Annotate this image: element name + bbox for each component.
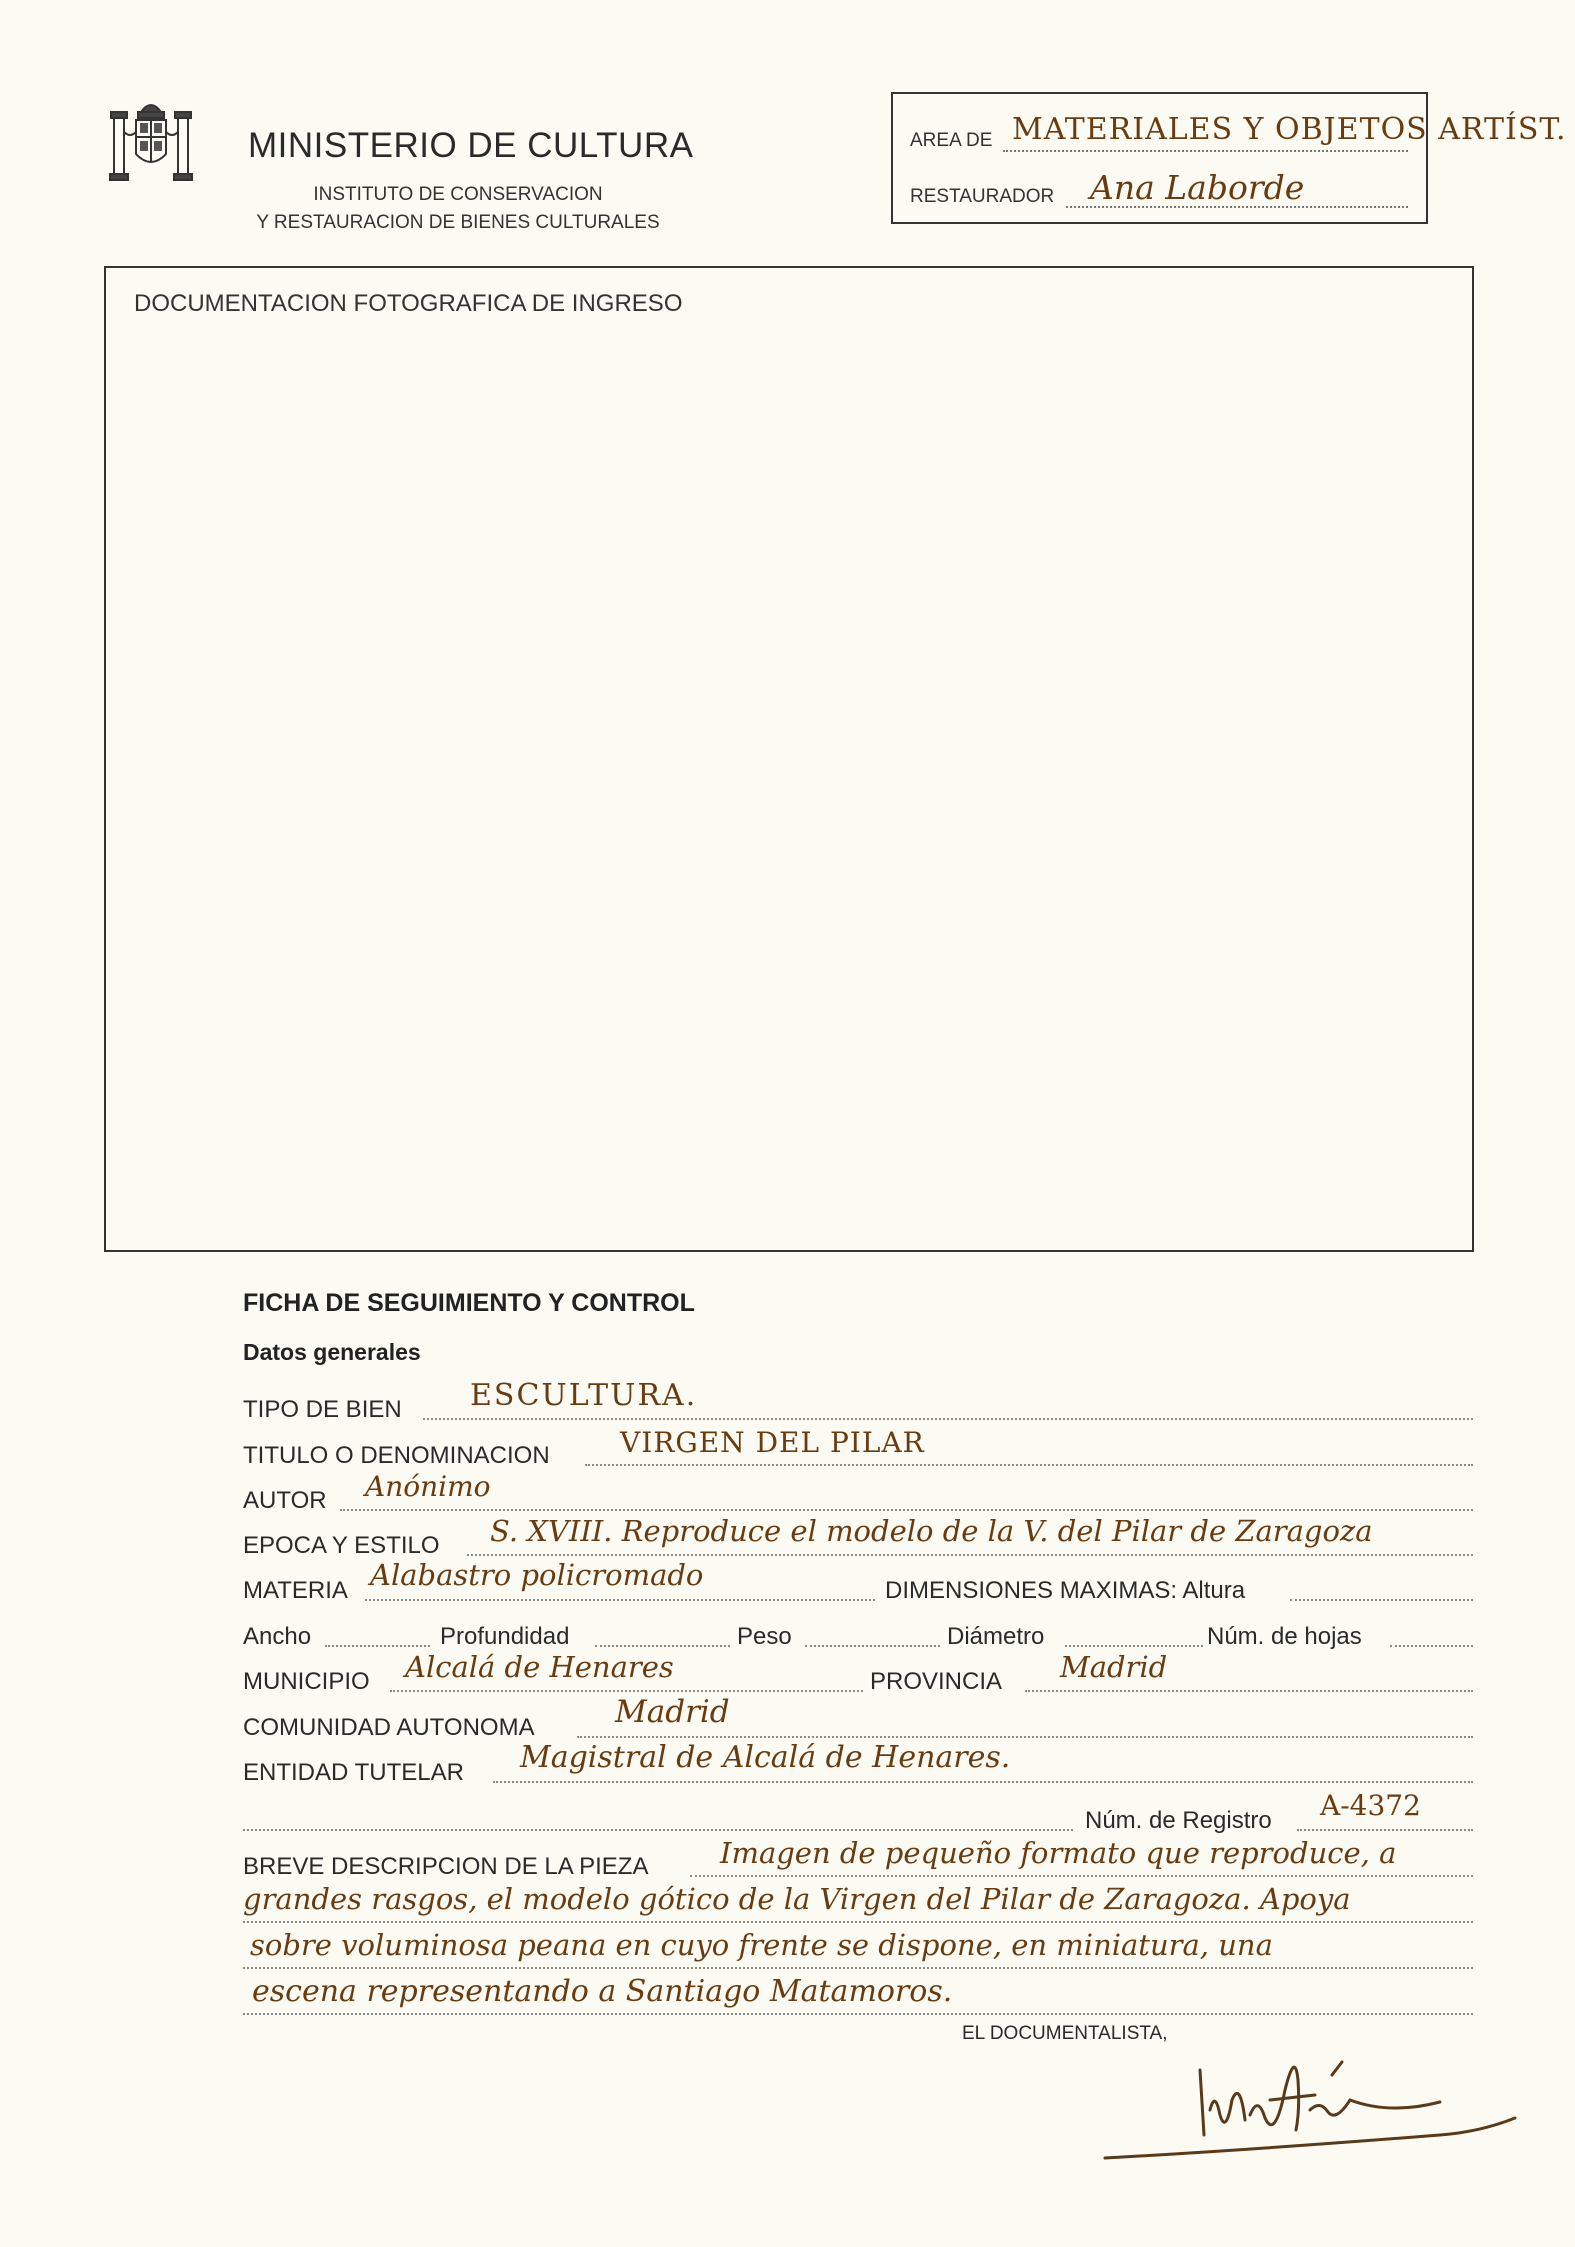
ancho-line bbox=[325, 1645, 430, 1647]
municipio-line bbox=[390, 1690, 863, 1692]
restaurador-label: RESTAURADOR bbox=[910, 186, 1055, 207]
provincia-label: PROVINCIA bbox=[870, 1668, 1003, 1695]
autor-value: Anónimo bbox=[365, 1470, 491, 1503]
autor-label: AUTOR bbox=[243, 1487, 327, 1514]
entidad-label: ENTIDAD TUTELAR bbox=[243, 1759, 464, 1786]
descripcion-line-1 bbox=[690, 1875, 1473, 1877]
hojas-line bbox=[1390, 1645, 1473, 1647]
epoca-label: EPOCA Y ESTILO bbox=[243, 1532, 440, 1559]
registro-line bbox=[1297, 1829, 1473, 1831]
comunidad-line bbox=[577, 1736, 1473, 1738]
materia-label: MATERIA bbox=[243, 1577, 348, 1604]
registro-label: Núm. de Registro bbox=[1085, 1807, 1272, 1834]
tipo-value: ESCULTURA. bbox=[470, 1378, 698, 1413]
profundidad-label: Profundidad bbox=[440, 1623, 570, 1650]
comunidad-value: Madrid bbox=[615, 1694, 730, 1730]
area-field-line bbox=[1003, 150, 1408, 152]
institute-line-1: INSTITUTO DE CONSERVACION bbox=[313, 184, 603, 205]
descripcion-text-3: sobre voluminosa peana en cuyo frente se dispone, en miniatura, una bbox=[250, 1928, 1273, 1962]
photo-section-title: DOCUMENTACION FOTOGRAFICA DE INGRESO bbox=[134, 290, 683, 317]
institute-line-2: Y RESTAURACION DE BIENES CULTURALES bbox=[256, 212, 660, 233]
ministry-title: MINISTERIO DE CULTURA bbox=[248, 126, 694, 165]
area-value: MATERIALES Y OBJETOS ARTÍST. bbox=[1012, 112, 1567, 147]
coat-of-arms-icon bbox=[108, 92, 194, 184]
descripcion-line-4 bbox=[243, 2013, 1473, 2015]
provincia-value: Madrid bbox=[1060, 1650, 1168, 1684]
registro-value: A-4372 bbox=[1320, 1789, 1421, 1822]
diametro-line bbox=[1065, 1645, 1203, 1647]
entidad-line bbox=[493, 1781, 1473, 1783]
titulo-value: VIRGEN DEL PILAR bbox=[620, 1426, 925, 1459]
descripcion-line-3 bbox=[243, 1967, 1473, 1969]
materia-value: Alabastro policromado bbox=[370, 1558, 704, 1592]
institute-name bbox=[228, 181, 688, 237]
ficha-subtitle: Datos generales bbox=[243, 1339, 421, 1365]
area-label: AREA DE bbox=[910, 130, 993, 151]
materia-line bbox=[365, 1599, 875, 1601]
hojas-label: Núm. de hojas bbox=[1207, 1623, 1362, 1650]
descripcion-text-4: escena representando a Santiago Matamoros. bbox=[252, 1974, 953, 2009]
municipio-value: Alcalá de Henares bbox=[405, 1650, 674, 1684]
municipio-label: MUNICIPIO bbox=[243, 1668, 370, 1695]
descripcion-text-1: Imagen de pequeño formato que reproduce, a bbox=[720, 1836, 1397, 1870]
descripcion-line-2 bbox=[243, 1921, 1473, 1923]
epoca-line bbox=[467, 1554, 1473, 1556]
dimensiones-label: DIMENSIONES MAXIMAS: Altura bbox=[885, 1577, 1246, 1604]
titulo-line bbox=[585, 1464, 1473, 1466]
descripcion-label: BREVE DESCRIPCION DE LA PIEZA bbox=[243, 1853, 649, 1880]
registro-blank-line bbox=[243, 1829, 1073, 1831]
descripcion-text-2: grandes rasgos, el modelo gótico de la Virgen del Pilar de Zaragoza. Apoya bbox=[243, 1882, 1351, 1916]
autor-line bbox=[340, 1509, 1473, 1511]
titulo-label: TITULO O DENOMINACION bbox=[243, 1442, 550, 1469]
ancho-label: Ancho bbox=[243, 1623, 312, 1650]
epoca-value: S. XVIII. Reproduce el modelo de la V. del Pilar de Zaragoza bbox=[490, 1514, 1373, 1548]
peso-label: Peso bbox=[737, 1623, 792, 1650]
ficha-title: FICHA DE SEGUIMIENTO Y CONTROL bbox=[243, 1289, 695, 1317]
photo-frame bbox=[104, 266, 1474, 1252]
restaurador-value: Ana Laborde bbox=[1090, 168, 1305, 207]
peso-line bbox=[805, 1645, 940, 1647]
signature-icon bbox=[1100, 2040, 1530, 2170]
documentalista-label: EL DOCUMENTALISTA, bbox=[962, 2023, 1168, 2044]
comunidad-label: COMUNIDAD AUTONOMA bbox=[243, 1714, 535, 1741]
entidad-value: Magistral de Alcalá de Henares. bbox=[520, 1740, 1011, 1775]
provincia-line bbox=[1025, 1690, 1473, 1692]
tipo-line bbox=[423, 1418, 1473, 1420]
altura-line bbox=[1290, 1599, 1473, 1601]
profundidad-line bbox=[595, 1645, 730, 1647]
diametro-label: Diámetro bbox=[947, 1623, 1045, 1650]
tipo-label: TIPO DE BIEN bbox=[243, 1396, 402, 1423]
